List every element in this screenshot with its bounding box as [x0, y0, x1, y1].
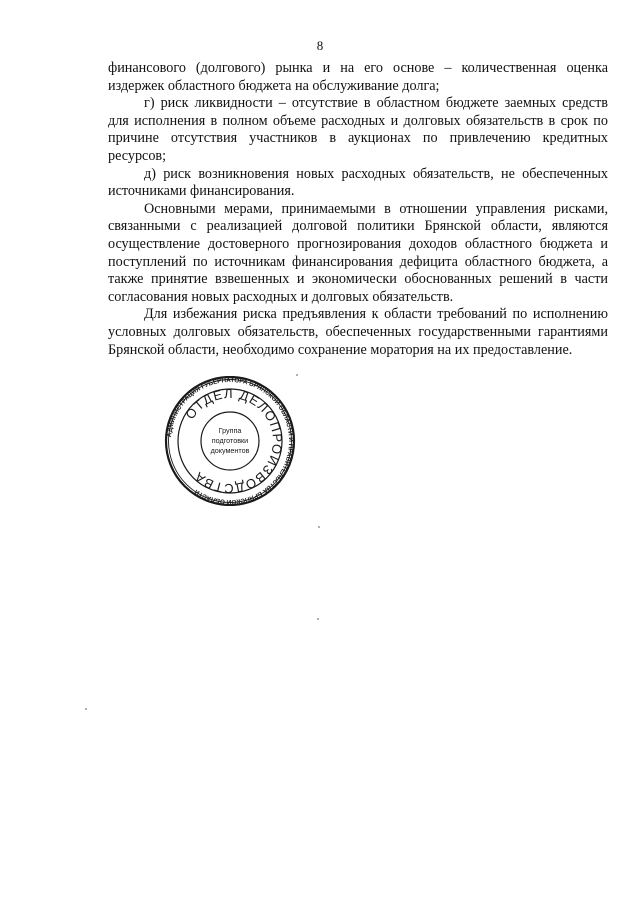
scan-speck [296, 374, 298, 376]
paragraph-3: д) риск возникновения новых расходных обязательств, не обеспеченных источниками финансирования. [108, 165, 608, 200]
paragraph-2: г) риск ликвидности – отсутствие в областном бюджете заемных средств для исполнения в полном объеме расходных и долговых обязательств в срок по причине отсутствия участников в аукционах по привлечению кредитных ресурсов; [108, 95, 608, 164]
official-stamp [163, 376, 297, 506]
paragraph-5: Для избежания риска предъявления к области требований по исполнению условных долговых обязательств, обеспеченных государственными гарантиями Брянской области, необходимо сохранение моратория на их предоставление. [108, 306, 608, 358]
scan-speck [318, 526, 320, 528]
stamp-center-line-1: Группа [218, 426, 242, 435]
stamp-center-line-2: подготовки [211, 436, 249, 445]
paragraph-1: финансового (долгового) рынка и на его основе – количественная оценка издержек областного бюджета на обслуживание долга; [108, 60, 608, 94]
stamp-middle-text: ОТДЕЛ ДЕЛОПРОИЗВОДСТВА [182, 385, 286, 497]
scan-speck [317, 618, 319, 620]
paragraph-4: Основными мерами, принимаемыми в отношении управления рисками, связанными с реализацией долговой политики Брянской области, являются осуществление достоверного прогнозирования доходов областного бюджета и поступлений по источникам финансирования дефицита областного бюджета, а также принятие взвешенных и экономически обоснованных решений в части согласования новых расходных и долговых обязательств. [108, 200, 608, 305]
stamp-outer-text: АДМИНИСТРАЦИЯ ГУБЕРНАТОРА БРЯНСКОЙ ОБЛАСТИ И ПРАВИТЕЛЬСТВА БРЯНСКОЙ ОБЛАСТИ [166, 376, 295, 506]
scan-speck [85, 708, 87, 710]
document-body [108, 60, 608, 359]
stamp-center-line-3: документов [210, 446, 250, 455]
page-number: 8 [316, 38, 324, 53]
